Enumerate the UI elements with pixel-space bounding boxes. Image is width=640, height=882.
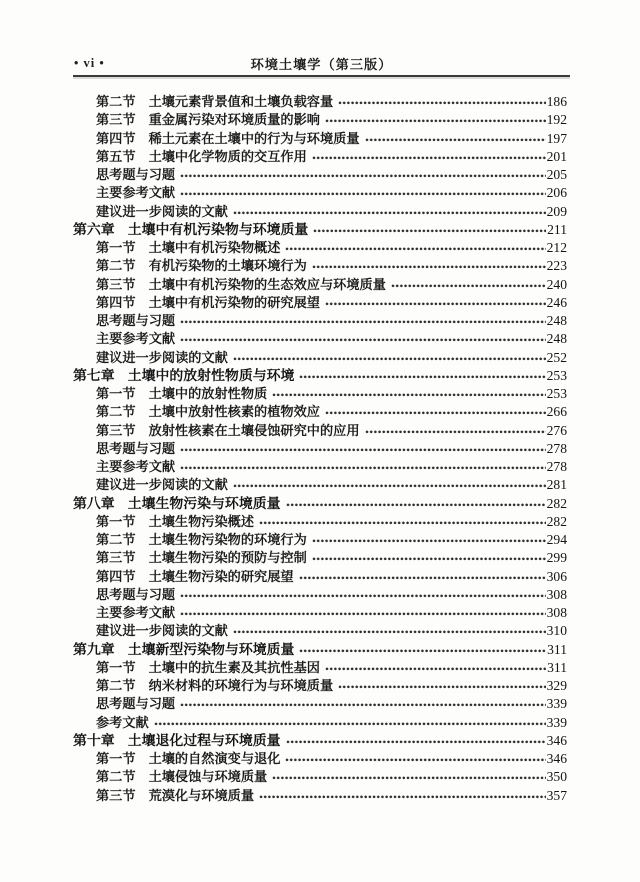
toc-entry-title: 土壤中化学物质的交互作用 (148, 148, 307, 164)
toc-entry-number: 第三节 (96, 550, 136, 566)
leader-dots (299, 568, 546, 586)
toc-entry-number: 第八章 (73, 496, 115, 512)
page-number-marker: • vi • (74, 56, 105, 70)
toc-entry-page: 266 (546, 404, 567, 420)
toc-entry-page: 211 (547, 221, 567, 237)
toc-entry-title: 土壤中有机污染物的研究展望 (148, 294, 320, 310)
toc-entry-title: 主要参考文献 (96, 331, 176, 347)
toc-entry-number: 第五节 (96, 148, 136, 164)
leader-dots (312, 549, 546, 567)
leader-dots (233, 203, 546, 221)
toc-entry-row (73, 677, 567, 695)
table-of-contents (73, 93, 567, 805)
toc-entry-row (73, 294, 567, 312)
toc-entry-row (73, 695, 567, 713)
toc-entry-row (73, 184, 567, 202)
toc-entry-title: 纳米材料的环境行为与环境质量 (148, 678, 334, 693)
toc-entry-number: 第四节 (96, 568, 136, 584)
toc-entry-page: 346 (546, 751, 567, 766)
toc-entry-number: 第四节 (96, 130, 136, 146)
toc-chapter-row (73, 221, 567, 239)
toc-entry-page: 197 (546, 130, 567, 146)
leader-dots (325, 294, 546, 312)
toc-entry-title: 土壤中的放射性物质 (148, 386, 268, 401)
toc-entry-number: 第三节 (96, 112, 136, 128)
toc-entry-page: 253 (546, 367, 567, 383)
toc-entry-title: 建议进一步阅读的文献 (96, 349, 228, 365)
toc-entry-number: 第二节 (96, 678, 136, 693)
toc-entry-title: 土壤生物污染概述 (148, 513, 255, 529)
leader-dots (391, 276, 546, 294)
toc-entry-page: 281 (546, 477, 567, 493)
toc-entry-number: 第四节 (96, 294, 136, 310)
leader-dots (233, 476, 546, 494)
leader-dots (299, 367, 545, 385)
toc-entry-row (73, 276, 567, 294)
toc-entry-title: 土壤中有机污染物的生态效应与环境质量 (148, 276, 386, 292)
toc-entry-row (73, 531, 567, 549)
toc-entry-title: 建议进一步阅读的文献 (96, 623, 228, 639)
toc-entry-title: 土壤中放射性核素的植物效应 (148, 404, 320, 420)
toc-entry-page: 205 (546, 167, 567, 182)
leader-dots (180, 184, 545, 202)
toc-entry-row (73, 130, 567, 148)
toc-chapter-row (73, 367, 567, 385)
leader-dots (180, 458, 545, 476)
toc-entry-row (73, 586, 567, 604)
toc-entry-page: 346 (546, 732, 567, 748)
toc-entry-row (73, 166, 567, 184)
toc-entry-title: 建议进一步阅读的文献 (96, 203, 228, 219)
toc-entry-row (73, 111, 567, 129)
toc-entry-number: 第二节 (96, 258, 136, 274)
toc-entry-title: 主要参考文献 (96, 185, 176, 201)
toc-entry-number: 第一节 (96, 513, 136, 529)
toc-entry-page: 212 (546, 240, 567, 255)
toc-entry-title: 土壤的自然演变与退化 (148, 751, 281, 766)
toc-entry-row (73, 768, 567, 786)
toc-entry-page: 192 (546, 112, 567, 128)
leader-dots (233, 622, 546, 640)
toc-entry-page: 350 (546, 769, 567, 785)
toc-entry-number: 第六章 (73, 222, 115, 238)
toc-entry-title: 放射性核素在土壤侵蚀研究中的应用 (148, 422, 360, 438)
toc-entry-row (73, 750, 567, 768)
toc-entry-page: 252 (546, 349, 567, 365)
toc-entry-number: 第二节 (96, 94, 136, 109)
leader-dots (325, 403, 546, 421)
toc-entry-title: 土壤生物污染物的环境行为 (148, 532, 307, 547)
toc-entry-row (73, 257, 567, 275)
toc-entry-number: 第二节 (96, 532, 136, 547)
toc-entry-page: 206 (546, 185, 567, 201)
toc-entry-row (73, 349, 567, 367)
toc-entry-number: 第三节 (96, 276, 136, 292)
toc-entry-title: 参考文献 (96, 714, 149, 730)
toc-entry-page: 311 (547, 641, 567, 657)
toc-entry-number: 第一节 (96, 386, 136, 401)
toc-entry-page: 248 (546, 331, 567, 347)
toc-entry-page: 246 (546, 294, 567, 310)
toc-chapter-row (73, 641, 567, 659)
toc-entry-title: 土壤中有机污染物与环境质量 (127, 222, 309, 238)
toc-entry-row (73, 239, 567, 257)
toc-entry-page: 357 (546, 787, 567, 803)
toc-entry-title: 土壤元素背景值和土壤负载容量 (148, 94, 334, 109)
toc-entry-page: 223 (546, 258, 567, 274)
toc-entry-row (73, 622, 567, 640)
leader-dots (286, 732, 546, 750)
toc-entry-row (73, 604, 567, 622)
toc-entry-row (73, 93, 567, 111)
toc-entry-page: 306 (546, 568, 567, 584)
toc-entry-row (73, 422, 567, 440)
leader-dots (259, 513, 546, 531)
toc-entry-page: 276 (546, 422, 567, 438)
leader-dots (286, 495, 546, 513)
leader-dots (285, 239, 545, 257)
toc-entry-page: 282 (546, 495, 567, 511)
toc-entry-page: 282 (546, 513, 567, 529)
leader-dots (154, 714, 546, 732)
toc-entry-title: 土壤生物污染的预防与控制 (148, 550, 307, 566)
toc-entry-title: 思考题与习题 (96, 167, 176, 182)
toc-entry-title: 思考题与习题 (96, 586, 176, 602)
toc-entry-row (73, 568, 567, 586)
toc-entry-number: 第一节 (96, 751, 136, 766)
toc-entry-title: 土壤中的抗生素及其抗性基因 (148, 659, 320, 675)
toc-entry-row (73, 385, 567, 403)
leader-dots (272, 385, 545, 403)
toc-entry-title: 土壤生物污染的研究展望 (148, 568, 294, 584)
toc-entry-page: 329 (546, 678, 567, 693)
toc-entry-page: 339 (546, 696, 567, 712)
toc-entry-page: 253 (546, 386, 567, 401)
toc-entry-row (73, 403, 567, 421)
leader-dots (312, 148, 546, 166)
toc-entry-page: 209 (546, 203, 567, 219)
leader-dots (233, 349, 546, 367)
toc-entry-row (73, 148, 567, 166)
toc-entry-title: 土壤侵蚀与环境质量 (148, 769, 268, 785)
leader-dots (180, 166, 545, 184)
toc-entry-page: 339 (546, 714, 567, 730)
toc-entry-number: 第七章 (73, 368, 115, 384)
toc-entry-row (73, 659, 567, 677)
toc-entry-row (73, 787, 567, 805)
leader-dots (285, 750, 545, 768)
toc-entry-number: 第三节 (96, 422, 136, 438)
toc-entry-row (73, 458, 567, 476)
toc-entry-title: 思考题与习题 (96, 696, 176, 712)
toc-entry-number: 第十章 (73, 733, 115, 749)
toc-entry-title: 土壤新型污染物与环境质量 (127, 642, 295, 658)
toc-entry-title: 稀土元素在土壤中的行为与环境质量 (148, 130, 360, 146)
toc-entry-title: 思考题与习题 (96, 313, 176, 328)
leader-dots (325, 111, 546, 129)
toc-entry-title: 建议进一步阅读的文献 (96, 477, 228, 493)
toc-entry-row (73, 440, 567, 458)
leader-dots (338, 677, 545, 695)
toc-chapter-row (73, 495, 567, 513)
toc-entry-page: 186 (546, 94, 567, 109)
leader-dots (180, 586, 545, 604)
toc-entry-title: 思考题与习题 (96, 440, 176, 456)
leader-dots (180, 312, 545, 330)
toc-entry-title: 主要参考文献 (96, 605, 176, 620)
toc-entry-page: 299 (546, 550, 567, 566)
toc-entry-row (73, 203, 567, 221)
toc-entry-page: 278 (546, 440, 567, 456)
running-header (73, 54, 570, 77)
toc-entry-row (73, 549, 567, 567)
leader-dots (180, 604, 545, 622)
leader-dots (272, 768, 545, 786)
running-head-book-title: 环境土壤学（第三版） (250, 57, 393, 72)
toc-entry-title: 土壤生物污染与环境质量 (127, 496, 281, 512)
leader-dots (180, 440, 545, 458)
toc-entry-title: 主要参考文献 (96, 459, 176, 474)
toc-entry-title: 土壤中的放射性物质与环境 (127, 368, 295, 384)
toc-entry-title: 重金属污染对环境质量的影响 (148, 112, 320, 128)
leader-dots (312, 531, 546, 549)
leader-dots (299, 641, 546, 659)
leader-dots (338, 93, 545, 111)
toc-entry-page: 201 (546, 148, 567, 164)
leader-dots (312, 257, 546, 275)
toc-entry-page: 311 (547, 659, 567, 675)
toc-entry-number: 第二节 (96, 404, 136, 420)
toc-entry-page: 240 (546, 276, 567, 292)
toc-entry-page: 294 (546, 532, 567, 547)
toc-entry-title: 土壤中有机污染物概述 (148, 240, 281, 255)
leader-dots (325, 659, 546, 677)
toc-entry-row (73, 513, 567, 531)
toc-entry-page: 310 (546, 623, 567, 639)
leader-dots (180, 330, 545, 348)
toc-entry-number: 第二节 (96, 769, 136, 785)
toc-entry-number: 第一节 (96, 240, 136, 255)
toc-entry-number: 第一节 (96, 659, 136, 675)
leader-dots (313, 221, 546, 239)
toc-chapter-row (73, 732, 567, 750)
toc-entry-page: 308 (546, 605, 567, 620)
toc-entry-row (73, 476, 567, 494)
toc-entry-row (73, 312, 567, 330)
toc-entry-row (73, 330, 567, 348)
leader-dots (259, 787, 546, 805)
toc-entry-page: 308 (546, 586, 567, 602)
toc-entry-number: 第九章 (73, 642, 115, 658)
toc-entry-row (73, 714, 567, 732)
leader-dots (365, 130, 546, 148)
toc-entry-title: 荒漠化与环境质量 (148, 787, 255, 803)
toc-entry-title: 土壤退化过程与环境质量 (127, 733, 281, 749)
toc-entry-page: 278 (546, 459, 567, 474)
toc-entry-page: 248 (546, 313, 567, 328)
leader-dots (180, 695, 545, 713)
leader-dots (365, 422, 546, 440)
toc-entry-number: 第三节 (96, 787, 136, 803)
toc-entry-title: 有机污染物的土壤环境行为 (148, 258, 307, 274)
